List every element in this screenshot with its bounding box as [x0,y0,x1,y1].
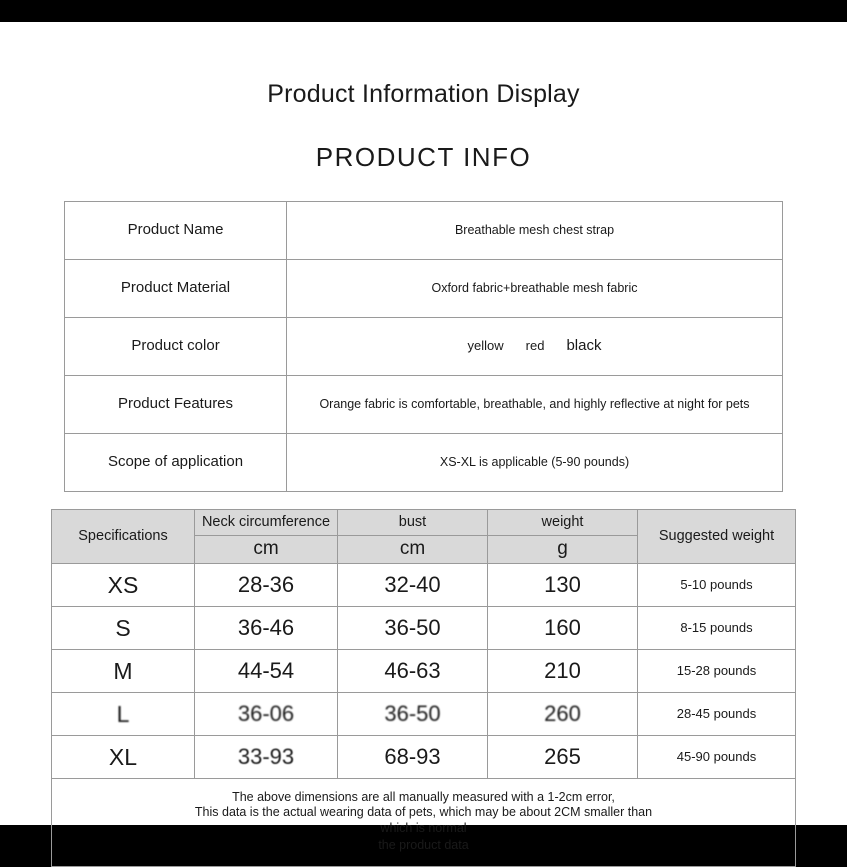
spec-suggested-l: 28-45 pounds [638,693,796,736]
footnote-line-2: This data is the actual wearing data of pets, which may be about 2CM smaller than [194,805,653,820]
info-value-scope: XS-XL is applicable (5-90 pounds) [287,434,783,492]
spec-suggested-m: 15-28 pounds [638,650,796,693]
spec-footnote [52,779,796,867]
page-subtitle: PRODUCT INFO [315,142,532,172]
spec-weight-l: 260 [488,693,638,736]
spec-neck-xl: 33-93 [195,736,338,779]
spec-suggested-s: 8-15 pounds [638,607,796,650]
footnote-line-3: which is normal [380,821,467,836]
spec-weight-s: 160 [488,607,638,650]
footnote-line-1: The above dimensions are all manually measured with a 1-2cm error, [232,790,615,805]
info-label-product-features: Product Features [65,376,287,434]
info-label-product-material: Product Material [65,260,287,318]
spec-header-bust: bust [338,510,488,536]
document-page [0,22,847,852]
spec-bust-m: 46-63 [338,650,488,693]
spec-unit-weight: g [488,536,638,564]
info-label-scope: Scope of application [65,434,287,492]
spec-footnote-row [52,779,796,867]
info-label-product-color: Product color [65,318,287,376]
spec-neck-l: 36-06 [195,693,338,736]
info-value-product-name: Breathable mesh chest strap [287,202,783,260]
info-value-product-color [287,318,783,376]
color-option-black: black [566,337,602,355]
table-row [52,693,796,736]
spec-suggested-xl: 45-90 pounds [638,736,796,779]
info-label-product-name: Product Name [65,202,287,260]
spec-suggested-xs: 5-10 pounds [638,564,796,607]
spec-size-xl: XL [52,736,195,779]
product-info-table [64,201,783,492]
table-row [65,202,783,260]
spec-size-m: M [52,650,195,693]
table-row [65,376,783,434]
spec-header-weight: weight [488,510,638,536]
spec-bust-xs: 32-40 [338,564,488,607]
spec-bust-l: 36-50 [338,693,488,736]
spec-neck-s: 36-46 [195,607,338,650]
table-row [52,650,796,693]
table-row [52,564,796,607]
spec-bust-s: 36-50 [338,607,488,650]
page-title: Product Information Display [267,80,580,108]
table-row [65,260,783,318]
spec-size-xs: XS [52,564,195,607]
table-row [52,607,796,650]
footnote-line-4: the product data [378,837,469,852]
color-option-yellow: yellow [467,338,504,354]
spec-header-size: Specifications [52,510,195,564]
color-option-red: red [525,338,545,354]
spec-unit-neck: cm [195,536,338,564]
spec-header-row [52,510,796,536]
spec-neck-m: 44-54 [195,650,338,693]
spec-header-suggested: Suggested weight [638,510,796,564]
spec-weight-xl: 265 [488,736,638,779]
spec-neck-xs: 28-36 [195,564,338,607]
specifications-table [51,509,796,867]
spec-header-neck: Neck circumference [195,510,338,536]
info-value-product-features: Orange fabric is comfortable, breathable, and highly reflective at night for pets [287,376,783,434]
spec-unit-bust: cm [338,536,488,564]
table-row [65,318,783,376]
table-row [65,434,783,492]
spec-size-l: L [52,693,195,736]
spec-size-s: S [52,607,195,650]
spec-bust-xl: 68-93 [338,736,488,779]
info-value-product-material: Oxford fabric+breathable mesh fabric [287,260,783,318]
table-row [52,736,796,779]
spec-weight-xs: 130 [488,564,638,607]
spec-weight-m: 210 [488,650,638,693]
